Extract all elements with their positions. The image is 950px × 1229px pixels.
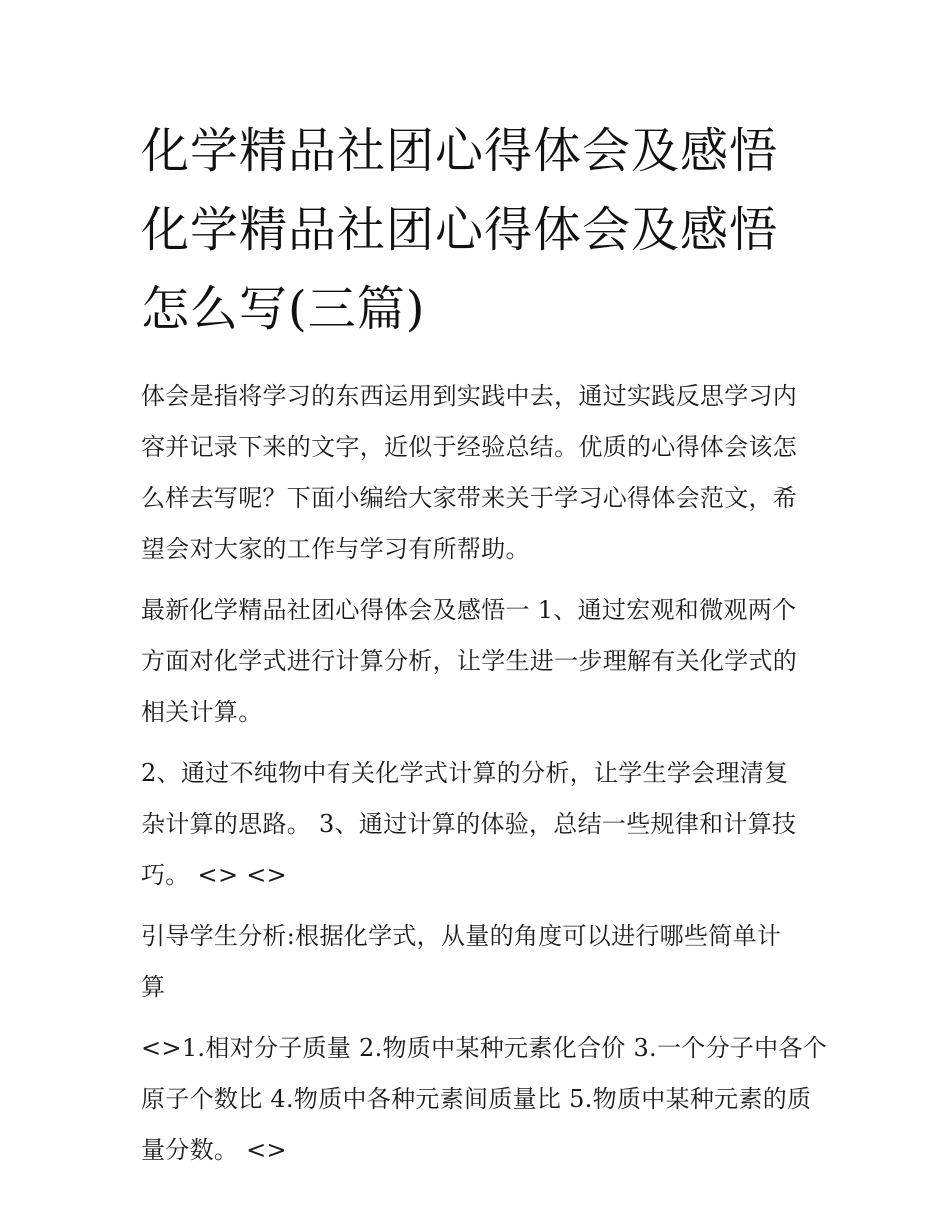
paragraph-line: 引导学生分析:根据化学式，从量的角度可以进行哪些简单计 [141, 922, 782, 950]
paragraph-line: 算 [141, 973, 166, 1001]
intro-paragraph [141, 371, 813, 575]
paragraph-line: 量分数。 <> [141, 1136, 287, 1164]
paragraph-line: 2、通过不纯物中有关化学式计算的分析，让学生学会理清复 [141, 759, 789, 787]
section-one-paragraph [141, 585, 813, 738]
paragraph-line: 望会对大家的工作与学习有所帮助。 [141, 535, 530, 563]
document-page [141, 112, 828, 1186]
paragraph-line: 方面对化学式进行计算分析，让学生进一步理解有关化学式的 [141, 647, 798, 675]
paragraph-line: <>1.相对分子质量 2.物质中某种元素化合价 3.一个分子中各个 [141, 1034, 828, 1062]
paragraph-line: 体会是指将学习的东西运用到实践中去，通过实践反思学习内 [141, 382, 798, 410]
objectives-paragraph [141, 748, 813, 901]
title-line: 怎么写(三篇) [141, 281, 426, 337]
title-line: 化学精品社团心得体会及感悟 [141, 123, 779, 179]
document-title [141, 112, 813, 349]
paragraph-line: 相关计算。 [141, 698, 263, 726]
paragraph-line: 巧。 <> <> [141, 861, 288, 889]
paragraph-line: 最新化学精品社团心得体会及感悟一 1、通过宏观和微观两个 [141, 596, 797, 624]
calculation-list-paragraph [141, 1023, 828, 1176]
paragraph-line: 容并记录下来的文字，近似于经验总结。优质的心得体会该怎 [141, 433, 798, 461]
title-line: 化学精品社团心得体会及感悟 [141, 202, 779, 258]
paragraph-line: 原子个数比 4.物质中各种元素间质量比 5.物质中某种元素的质 [141, 1085, 812, 1113]
paragraph-line: 杂计算的思路。 3、通过计算的体验，总结一些规律和计算技 [141, 810, 797, 838]
guidance-paragraph [141, 911, 813, 1013]
paragraph-line: 么样去写呢？下面小编给大家带来关于学习心得体会范文，希 [141, 484, 798, 512]
